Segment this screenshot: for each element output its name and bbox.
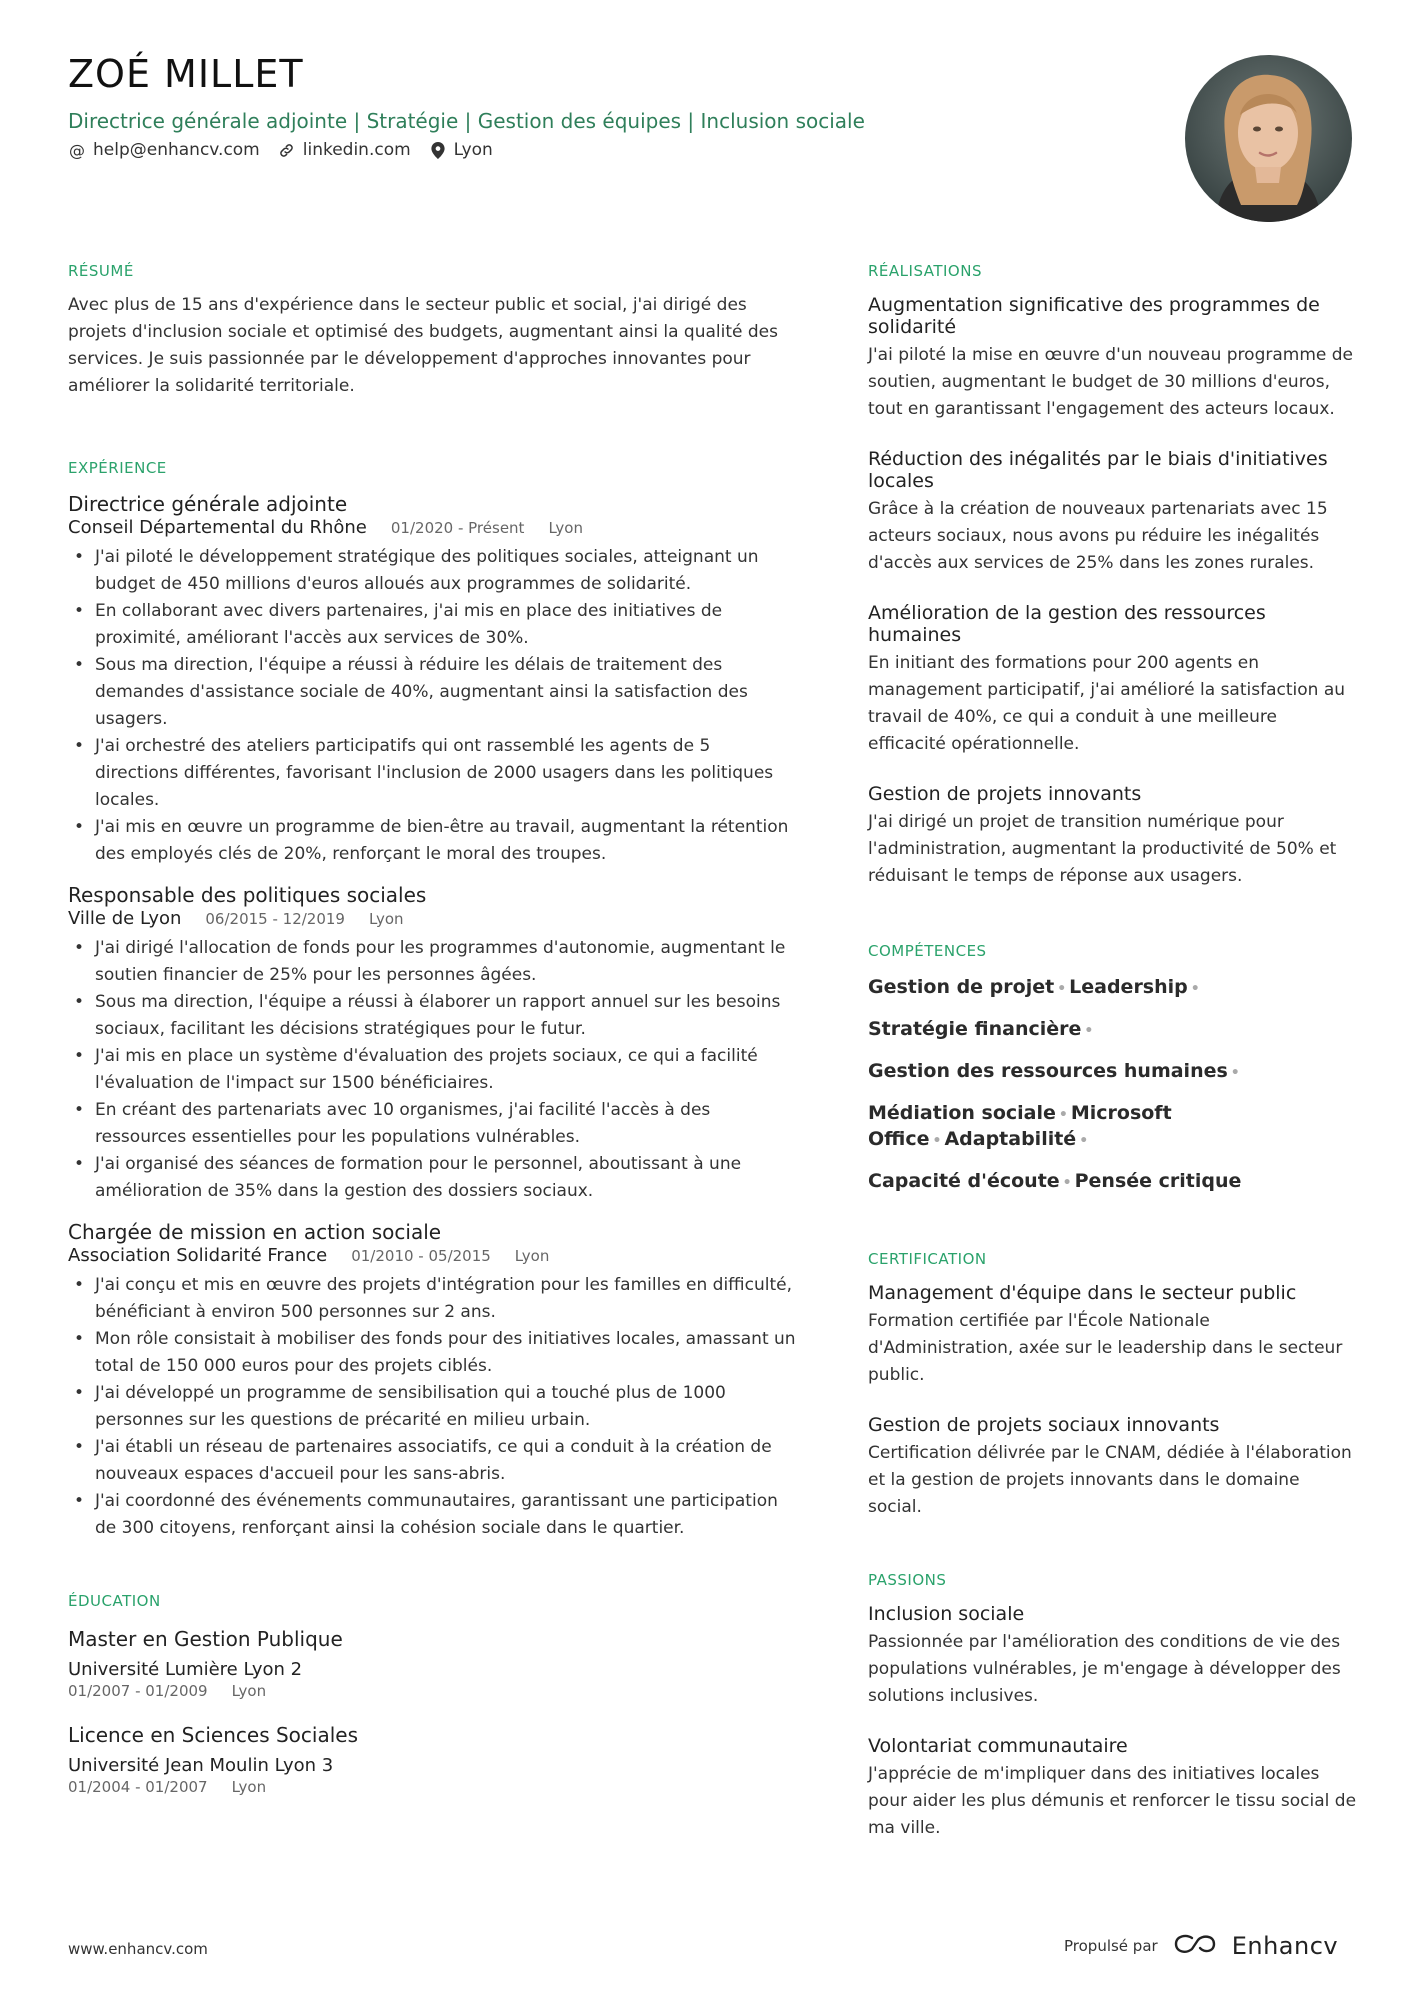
certification-title: Gestion de projets sociaux innovants <box>868 1414 1220 1436</box>
edu-meta <box>68 1682 798 1700</box>
job-title: Responsable des politiques sociales <box>68 883 427 907</box>
achievement-text: Grâce à la création de nouveaux partenariats avec 15 acteurs sociaux, nous avons pu réduire les inégalités d'accès aux services de 25% dans les zones rurales. <box>868 499 1328 573</box>
location-text: Lyon <box>453 140 493 160</box>
job-org-line <box>68 907 798 931</box>
skill-tag: Pensée critique <box>1074 1170 1242 1192</box>
contact-linkedin[interactable] <box>278 140 411 160</box>
experience-heading: EXPÉRIENCE <box>68 459 167 477</box>
job-bullet: • J'ai organisé des séances de formation pour le personnel, aboutissant à une amélioration de 35% dans la gestion des dossiers sociaux. <box>68 1151 798 1205</box>
job-bullet: • Mon rôle consistait à mobiliser des fonds pour des initiatives locales, amassant un total de 150 000 euros pour des projets ciblés. <box>68 1326 798 1380</box>
achievement-text: J'ai piloté la mise en œuvre d'un nouveau programme de soutien, augmentant le budget de 30 millions d'euros, tout en garantissant l'engagement des acteurs locaux. <box>868 345 1354 419</box>
education-heading: ÉDUCATION <box>68 1592 161 1610</box>
skill-tag: Leadership <box>1069 976 1188 998</box>
edu-degree: Master en Gestion Publique <box>68 1627 343 1651</box>
skill-line: Gestion des ressources humaines • <box>868 1060 1240 1082</box>
job-dates: 01/2010 - 05/2015 <box>351 1247 491 1265</box>
skill-line: Stratégie financière • <box>868 1018 1094 1040</box>
certification-text: Certification délivrée par le CNAM, dédiée à l'élaboration et la gestion de projets innovants dans le domaine social. <box>868 1443 1352 1517</box>
skills-heading: COMPÉTENCES <box>868 942 987 960</box>
summary-section <box>68 262 798 400</box>
certification-text: Formation certifiée par l'École Nationale d'Administration, axée sur le leadership dans le secteur public. <box>868 1311 1343 1385</box>
skill-tag: Microsoft Office <box>868 1102 1172 1150</box>
skill-tag: Stratégie financière <box>868 1018 1082 1040</box>
job-org: Ville de Lyon <box>68 908 182 929</box>
passion-title: Inclusion sociale <box>868 1603 1025 1625</box>
skill-line: Capacité d'écoute • Pensée critique <box>868 1170 1242 1192</box>
passions-heading: PASSIONS <box>868 1571 947 1589</box>
job-location: Lyon <box>514 1247 550 1265</box>
achievement-title: Gestion de projets innovants <box>868 783 1142 805</box>
job-title: Directrice générale adjointe <box>68 492 348 516</box>
job-title: Chargée de mission en action sociale <box>68 1220 442 1244</box>
achievement-item <box>868 783 1358 890</box>
summary-text: Avec plus de 15 ans d'expérience dans le secteur public et social, j'ai dirigé des projets d'inclusion sociale et optimisé des budgets, augmentant ainsi la qualité des services. Je suis passionnée par le développement d'approches innovantes pour améliorer la solidarité territoriale. <box>68 295 778 396</box>
edu-school: Université Lumière Lyon 2 <box>68 1659 303 1680</box>
candidate-title: Directrice générale adjointe | Stratégie | Gestion des équipes | Inclusion sociale <box>68 109 865 133</box>
link-icon <box>278 141 296 159</box>
footer-branding <box>1064 1932 1338 1960</box>
edu-location: Lyon <box>231 1778 267 1796</box>
job-bullets <box>68 544 798 868</box>
edu-dates: 01/2007 - 01/2009 <box>68 1682 208 1700</box>
job-bullet: • En collaborant avec divers partenaires, j'ai mis en place des initiatives de proximité, améliorant l'accès aux services de 30%. <box>68 598 798 652</box>
passion-title: Volontariat communautaire <box>868 1735 1128 1757</box>
contact-location <box>429 140 493 160</box>
right-column <box>868 262 1358 1842</box>
education-entry <box>68 1626 798 1700</box>
passions-section <box>868 1571 1358 1842</box>
job-bullets <box>68 1272 798 1542</box>
left-column <box>68 262 798 1796</box>
skills-list <box>868 975 1358 1195</box>
enhancv-logo-icon <box>1172 1932 1218 1960</box>
skill-tag: Gestion de projet <box>868 976 1055 998</box>
job-entry <box>68 1220 798 1542</box>
certification-title: Management d'équipe dans le secteur public <box>868 1282 1297 1304</box>
experience-section <box>68 459 798 1542</box>
job-bullet: • J'ai piloté le développement stratégique des politiques sociales, atteignant un budget de 450 millions d'euros alloués aux programmes de solidarité. <box>68 544 798 598</box>
passion-text: J'apprécie de m'impliquer dans des initiatives locales pour aider les plus démunis et renforcer le tissu social de ma ville. <box>868 1764 1357 1838</box>
passion-item <box>868 1735 1358 1842</box>
contact-email[interactable] <box>68 140 260 160</box>
job-bullet: • J'ai développé un programme de sensibilisation qui a touché plus de 1000 personnes sur les questions de précarité en milieu urbain. <box>68 1380 798 1434</box>
skill-tag: Adaptabilité <box>944 1128 1077 1150</box>
job-bullet: • J'ai mis en place un système d'évaluation des projets sociaux, ce qui a facilité l'évaluation de l'impact sur 1500 bénéficiaires. <box>68 1043 798 1097</box>
achievement-item <box>868 294 1358 423</box>
edu-location: Lyon <box>231 1682 267 1700</box>
summary-heading: RÉSUMÉ <box>68 262 134 280</box>
edu-meta <box>68 1778 798 1796</box>
passion-item <box>868 1603 1358 1710</box>
job-bullet: • Sous ma direction, l'équipe a réussi à élaborer un rapport annuel sur les besoins sociaux, facilitant les décisions stratégiques pour le futur. <box>68 989 798 1043</box>
job-bullets <box>68 935 798 1205</box>
job-bullet: • J'ai dirigé l'allocation de fonds pour les programmes d'autonomie, augmentant le soutien financier de 25% pour les personnes âgées. <box>68 935 798 989</box>
job-location: Lyon <box>548 519 583 537</box>
edu-dates: 01/2004 - 01/2007 <box>68 1778 208 1796</box>
job-org: Conseil Départemental du Rhône <box>68 517 367 538</box>
skill-line: Médiation sociale • Microsoft Office • Adaptabilité • <box>868 1102 1172 1150</box>
linkedin-text[interactable]: linkedin.com <box>302 140 411 160</box>
achievements-section <box>868 262 1358 890</box>
achievement-title: Réduction des inégalités par le biais d'initiatives locales <box>868 448 1328 492</box>
achievement-title: Augmentation significative des programmes de solidarité <box>868 294 1320 338</box>
job-location: Lyon <box>368 910 404 928</box>
email-text[interactable]: help@enhancv.com <box>93 140 260 160</box>
achievement-title: Amélioration de la gestion des ressources humaines <box>868 602 1266 646</box>
contact-bar <box>68 140 493 160</box>
job-bullet: • Sous ma direction, l'équipe a réussi à réduire les délais de traitement des demandes d'assistance sociale de 40%, augmentant ainsi la satisfaction des usagers. <box>68 652 798 733</box>
job-org: Association Solidarité France <box>68 1245 328 1266</box>
job-org-line <box>68 516 798 540</box>
job-bullet: • J'ai conçu et mis en œuvre des projets d'intégration pour les familles en difficulté, bénéficiant à environ 500 personnes sur 2 ans. <box>68 1272 798 1326</box>
skill-tag: Capacité d'écoute <box>868 1170 1060 1192</box>
brand-name: Enhancv <box>1231 1932 1339 1960</box>
edu-school: Université Jean Moulin Lyon 3 <box>68 1755 334 1776</box>
skills-section <box>868 942 1358 1195</box>
achievement-item <box>868 448 1358 577</box>
certification-heading: CERTIFICATION <box>868 1250 987 1268</box>
job-entry <box>68 883 798 1205</box>
job-dates: 01/2020 - Présent <box>390 519 525 537</box>
education-section <box>68 1592 798 1796</box>
skill-tag: Gestion des ressources humaines <box>868 1060 1228 1082</box>
job-bullet: • J'ai mis en œuvre un programme de bien-être au travail, augmentant la rétention des employés clés de 20%, renforçant le moral des troupes. <box>68 814 798 868</box>
achievement-item <box>868 602 1358 758</box>
certification-section <box>868 1250 1358 1521</box>
candidate-name: ZOÉ MILLET <box>68 52 304 96</box>
skill-tag: Médiation sociale <box>868 1102 1056 1124</box>
profile-photo <box>1185 55 1352 222</box>
at-icon: @ <box>69 140 85 160</box>
achievements-heading: RÉALISATIONS <box>868 262 982 280</box>
passion-text: Passionnée par l'amélioration des conditions de vie des populations vulnérables, je m'engage à développer des solutions inclusives. <box>868 1632 1341 1706</box>
achievement-text: En initiant des formations pour 200 agents en management participatif, j'ai amélioré la satisfaction au travail de 40%, ce qui a conduit à une meilleure efficacité opérationnelle. <box>868 653 1346 754</box>
job-bullet: • J'ai orchestré des ateliers participatifs qui ont rassemblé les agents de 5 directions différentes, favorisant l'inclusion de 2000 usagers dans les politiques locales. <box>68 733 798 814</box>
powered-by-text: Propulsé par <box>1064 1937 1158 1955</box>
job-bullet: • J'ai établi un réseau de partenaires associatifs, ce qui a conduit à la création de nouveaux espaces d'accueil pour les sans-abris. <box>68 1434 798 1488</box>
footer-website[interactable]: www.enhancv.com <box>68 1940 208 1958</box>
job-entry <box>68 492 798 868</box>
skill-line: Gestion de projet • Leadership • <box>868 976 1200 998</box>
job-dates: 06/2015 - 12/2019 <box>205 910 345 928</box>
map-pin-icon <box>429 141 447 159</box>
job-org-line <box>68 1244 798 1268</box>
certification-item <box>868 1282 1358 1389</box>
certification-item <box>868 1414 1358 1521</box>
achievement-text: J'ai dirigé un projet de transition numérique pour l'administration, augmentant la productivité de 50% et réduisant le temps de réponse aux usagers. <box>868 812 1337 886</box>
job-bullet: • J'ai coordonné des événements communautaires, garantissant une participation de 300 citoyens, renforçant ainsi la cohésion sociale dans le quartier. <box>68 1488 798 1542</box>
edu-degree: Licence en Sciences Sociales <box>68 1723 358 1747</box>
education-entry <box>68 1722 798 1796</box>
job-bullet: • En créant des partenariats avec 10 organismes, j'ai facilité l'accès à des ressources essentielles pour les populations vulnérables. <box>68 1097 798 1151</box>
